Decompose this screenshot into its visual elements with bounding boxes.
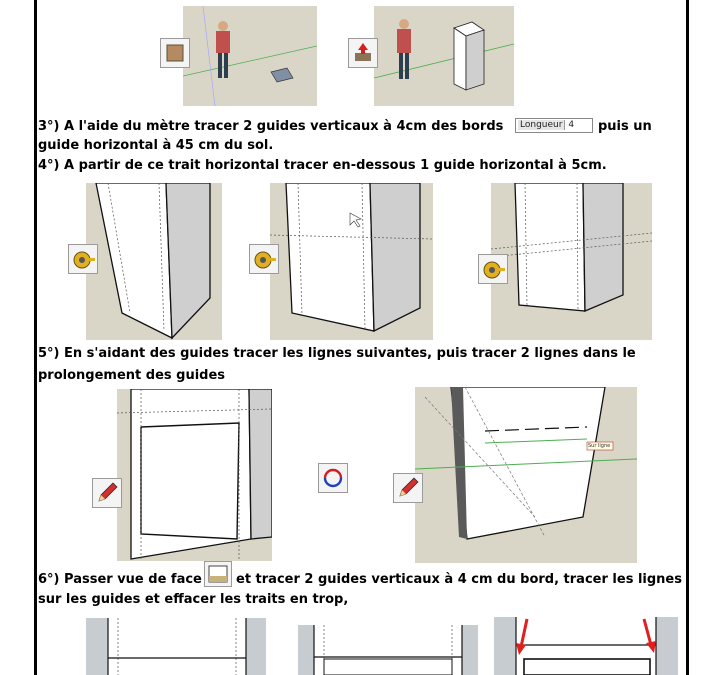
length-input-label: Longueur: [518, 120, 565, 130]
illustration-push-pull: [374, 6, 514, 106]
tape-measure-icon: [68, 244, 98, 274]
illustration-front-view-2: [298, 625, 478, 675]
step3-line1-end: puis un: [598, 119, 652, 134]
tape-measure-icon: [249, 244, 279, 274]
endpoint-tooltip: Sur ligne: [588, 443, 611, 449]
length-input-field: [515, 118, 593, 133]
human-figure: [216, 21, 230, 78]
red-arrow-left: [516, 619, 527, 655]
red-arrow-right: [644, 619, 656, 653]
step5-line1: 5°) En s'aidant des guides tracer les lignes suivantes, puis tracer 2 lignes dans le: [38, 346, 636, 361]
illustration-front-view-1: [86, 618, 266, 675]
page-left-border: [34, 0, 37, 675]
step6-line1-a: 6°) Passer vue de face: [38, 572, 202, 587]
illustration-guides-3: [491, 183, 652, 340]
pencil-icon: [393, 473, 423, 503]
front-view-icon: [204, 561, 232, 587]
tape-measure-icon: [478, 254, 508, 284]
rectangle-tool-icon: [160, 38, 190, 68]
push-pull-icon: [348, 38, 378, 68]
illustration-lines-1: [117, 389, 272, 561]
illustration-guides-2: [270, 183, 433, 340]
illustration-rectangle: [183, 6, 317, 106]
step6-line2: sur les guides et effacer les traits en trop,: [38, 592, 349, 607]
illustration-front-view-3: [494, 617, 678, 675]
pencil-icon: [92, 478, 122, 508]
step3-line2: guide horizontal à 45 cm du sol.: [38, 138, 274, 153]
step4-line1: 4°) A partir de ce trait horizontal tracer en-dessous 1 guide horizontal à 5cm.: [38, 158, 607, 173]
page-right-border: [686, 0, 689, 675]
illustration-lines-2: [415, 387, 637, 563]
step6-line1-b: et tracer 2 guides verticaux à 4 cm du bord, tracer les lignes: [236, 572, 682, 587]
orbit-icon: [318, 463, 348, 493]
step3-line1: 3°) A l'aide du mètre tracer 2 guides verticaux à 4cm des bords: [38, 119, 504, 134]
illustration-guides-1: [86, 183, 222, 340]
length-input-value: 4: [568, 120, 575, 130]
human-figure: [397, 19, 411, 79]
step5-line2: prolongement des guides: [38, 368, 226, 383]
